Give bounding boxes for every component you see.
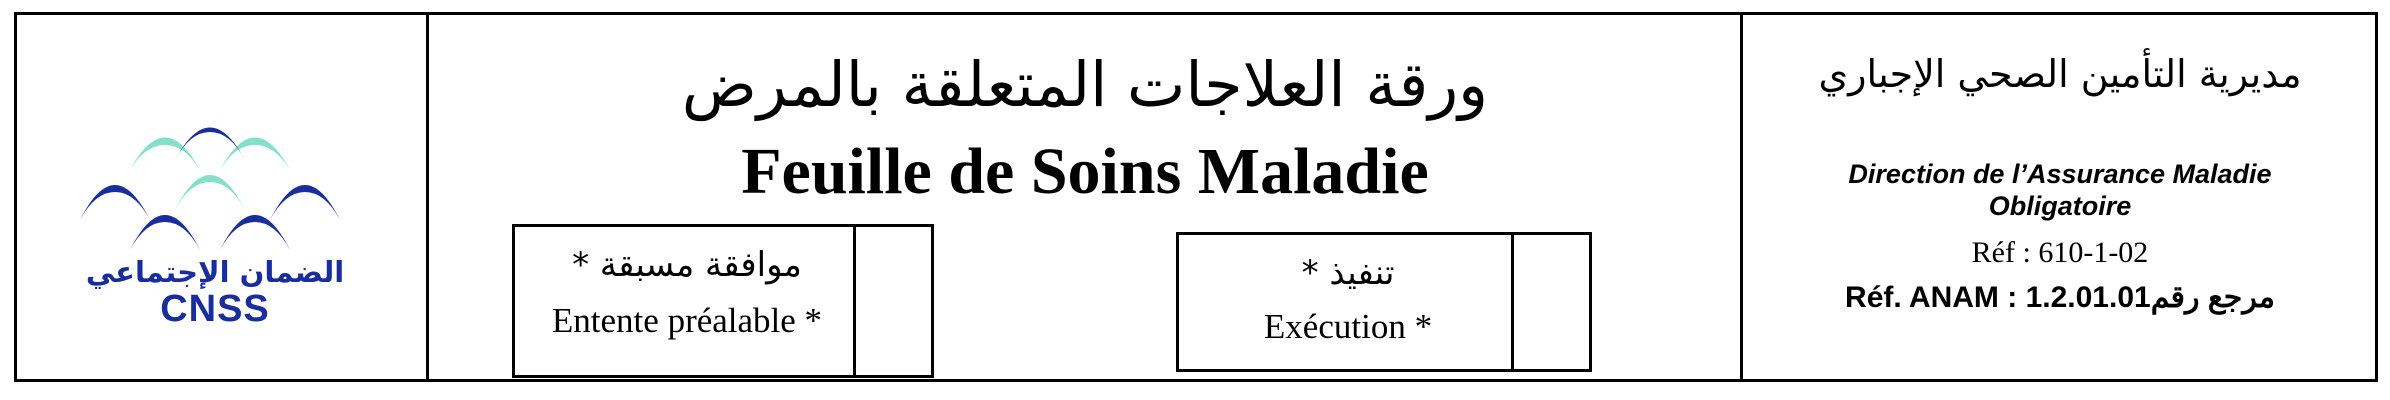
cnss-logo bbox=[70, 100, 360, 330]
execution-checkbox[interactable] bbox=[1511, 235, 1589, 369]
directorate-name-french-line1: Direction de l’Assurance Maladie bbox=[1848, 159, 2272, 189]
column-divider-right bbox=[1740, 12, 1743, 382]
execution-box bbox=[1176, 232, 1592, 372]
directorate-name-french bbox=[1745, 158, 2375, 223]
execution-label-fr: Exécution * bbox=[1263, 307, 1433, 346]
directorate-name-french-line2: Obligatoire bbox=[1988, 191, 2132, 222]
column-divider-left bbox=[426, 12, 429, 382]
form-reference: Réf : 610-1-02 bbox=[1971, 236, 2149, 269]
logo-arabic-name: الضمان الإجتماعي bbox=[85, 255, 345, 289]
entente-prealable-label-fr: Entente préalable * bbox=[551, 301, 823, 340]
directorate-name-arabic: مديرية التأمين الصحي الإجباري bbox=[1818, 52, 2302, 96]
cnss-emblem-icon bbox=[70, 100, 360, 260]
anam-reference: Réf. ANAM : 1.2.01.01مرجع رقم bbox=[1845, 281, 2275, 314]
logo-acronym: CNSS bbox=[160, 288, 270, 330]
entente-prealable-box bbox=[512, 224, 934, 378]
entente-prealable-checkbox[interactable] bbox=[853, 227, 931, 375]
entente-prealable-label-ar: موافقة مسبقة * bbox=[572, 245, 802, 285]
form-title-arabic: ورقة العلاجات المتعلقة بالمرض bbox=[681, 48, 1489, 121]
form-title-french: Feuille de Soins Maladie bbox=[741, 135, 1429, 208]
execution-label-ar: تنفيذ * bbox=[1301, 253, 1395, 293]
